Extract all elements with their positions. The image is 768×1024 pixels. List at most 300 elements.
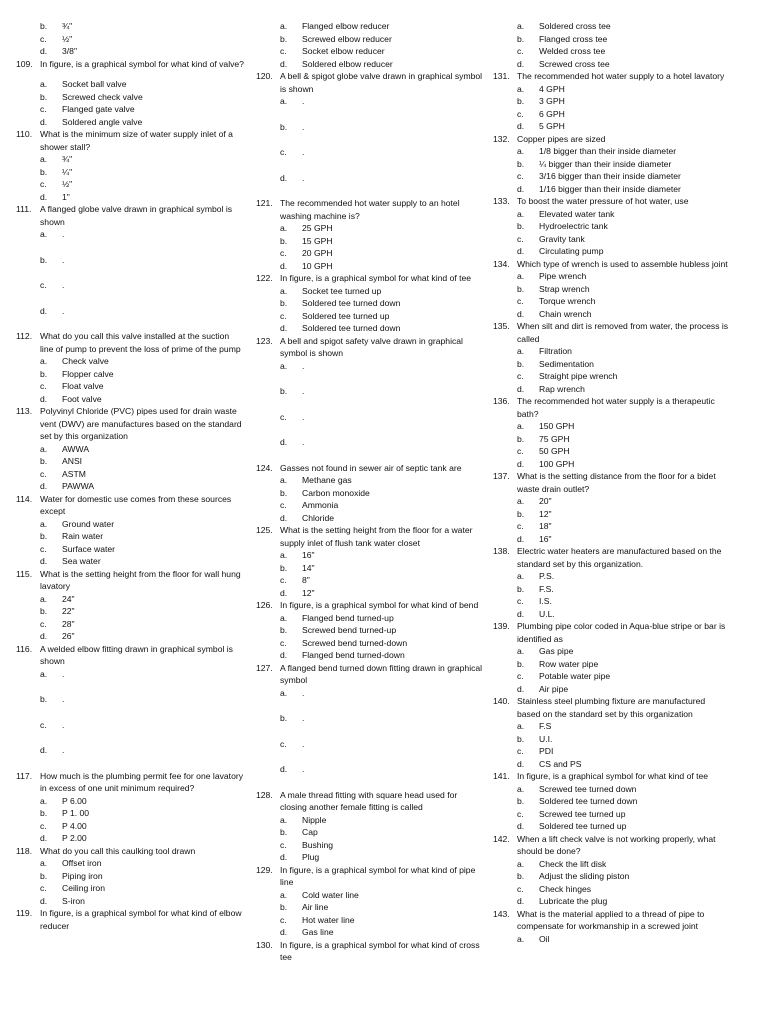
option-letter: c. (517, 596, 524, 606)
option-text: Screwed tee turned down (539, 783, 637, 794)
option-letter: a. (280, 223, 288, 233)
answer-option (493, 658, 729, 671)
option-letter: c. (280, 46, 287, 56)
question (16, 770, 244, 845)
option-letter: b. (280, 827, 288, 837)
answer-option (16, 870, 244, 883)
question-header (493, 133, 729, 146)
option-letter: a. (40, 593, 48, 604)
option-letter: b. (517, 33, 525, 44)
question (256, 662, 484, 776)
option-text: Piping iron (62, 870, 103, 881)
option-text: AWWA (62, 443, 90, 454)
option-text: U.L. (539, 608, 555, 619)
option-text: Potable water pipe (539, 671, 611, 681)
option-letter: d. (280, 587, 288, 598)
option-text: Cap (302, 827, 318, 837)
option-text: Nipple (302, 814, 327, 825)
question-header (256, 864, 484, 889)
answer-option (16, 305, 244, 318)
option-letter: b. (40, 91, 48, 102)
option-text: Screwed tee turned up (539, 808, 626, 819)
answer-option (16, 103, 244, 116)
option-text: ½" (62, 33, 73, 44)
option-text: Hydroelectric tank (539, 221, 608, 231)
answer-option (493, 220, 729, 233)
answer-option (493, 508, 729, 521)
answer-option (256, 487, 484, 500)
option-text: 4 GPH (539, 83, 565, 94)
option-letter: b. (40, 870, 48, 881)
option-text: ¼" (62, 166, 73, 177)
option-letter: a. (40, 858, 48, 868)
question-header (493, 908, 729, 933)
question (493, 70, 729, 133)
option-text: . (302, 713, 305, 723)
option-letter: d. (517, 821, 525, 831)
answer-option (493, 495, 729, 508)
option-text: Surface water (62, 543, 116, 554)
option-letter: c. (280, 147, 287, 157)
option-letter: d. (40, 191, 48, 202)
question-header (16, 330, 244, 355)
option-letter: c. (40, 280, 47, 290)
question-number: 137. (493, 471, 510, 481)
question-text: In figure, is a graphical symbol for what kind of tee (517, 771, 709, 781)
question (256, 789, 484, 864)
option-text: 28" (62, 618, 75, 629)
option-text: . (302, 437, 305, 447)
answer-option (493, 820, 729, 833)
option-text: . (302, 147, 305, 157)
question-text: Plumbing pipe color coded in Aqua-blue stripe or bar is identified as (517, 621, 726, 644)
answer-option (493, 858, 729, 871)
answer-option (256, 637, 484, 650)
option-text: I.S. (539, 596, 552, 606)
option-text: Cold water line (302, 889, 359, 900)
answer-option (256, 58, 484, 71)
question-header (493, 695, 729, 720)
option-text: Ceiling iron (62, 883, 105, 893)
question-number: 117. (16, 770, 33, 781)
option-letter: d. (517, 383, 525, 394)
question-text: A flanged bend turned down fitting drawn in graphical symbol (280, 662, 483, 685)
question-header (256, 599, 484, 612)
answer-option (16, 820, 244, 833)
question (256, 864, 484, 939)
question-header (493, 70, 729, 83)
answer-option (256, 20, 484, 33)
option-text: P.S. (539, 571, 555, 581)
answer-option (256, 826, 484, 839)
option-letter: c. (280, 914, 287, 925)
option-letter: d. (40, 745, 48, 755)
question-number: 140. (493, 696, 510, 706)
option-letter: d. (517, 246, 525, 256)
option-text: 6 GPH (539, 108, 565, 119)
answer-option (493, 20, 729, 33)
option-text: 3/16 bigger than their inside diameter (539, 171, 681, 181)
answer-option (493, 233, 729, 246)
option-text: Check hinges (539, 883, 592, 894)
option-letter: b. (517, 583, 525, 594)
question (16, 493, 244, 568)
option-text: Soldered tee turned down (302, 323, 401, 333)
option-letter: d. (40, 305, 48, 316)
question-text: A bell & spigot globe valve drawn in graphical symbol is shown (280, 71, 483, 94)
option-letter: b. (517, 221, 525, 231)
option-text: 20 GPH (302, 248, 333, 258)
option-letter: b. (40, 531, 48, 541)
option-text: Socket tee turned up (302, 285, 382, 296)
question (493, 545, 729, 620)
answer-option (16, 543, 244, 556)
option-letter: a. (280, 360, 288, 371)
option-text: Sea water (62, 556, 101, 566)
question-text: How much is the plumbing permit fee for one lavatory in excess of one unit minimum required? (40, 770, 244, 793)
answer-option (256, 549, 484, 562)
option-letter: a. (280, 475, 288, 485)
answer-option (256, 146, 484, 159)
question-number: 133. (493, 196, 510, 206)
question-number: 124. (256, 462, 273, 473)
question (256, 599, 484, 662)
option-text: Check the lift disk (539, 858, 607, 869)
answer-option (493, 83, 729, 96)
option-letter: b. (40, 368, 48, 379)
question-text: When silt and dirt is removed from water, the process is called (517, 321, 729, 344)
question-header (16, 405, 244, 443)
question (493, 908, 729, 946)
option-text: Soldered tee turned down (539, 796, 638, 806)
option-letter: b. (517, 796, 525, 806)
question (256, 462, 484, 525)
answer-option (16, 618, 244, 631)
option-letter: a. (517, 83, 525, 94)
question-header (256, 524, 484, 549)
question (256, 197, 484, 272)
answer-option (256, 499, 484, 512)
question (16, 203, 244, 317)
question-header (493, 470, 729, 495)
answer-option (493, 433, 729, 446)
column-1 (16, 20, 244, 932)
answer-option (256, 839, 484, 852)
option-text: CS and PS (539, 758, 582, 769)
question-header (16, 643, 244, 668)
option-text: PDI (539, 746, 554, 756)
option-letter: a. (40, 356, 48, 366)
question-header (16, 58, 244, 71)
answer-option (256, 851, 484, 864)
answer-option (493, 733, 729, 746)
option-text: 10 GPH (302, 260, 333, 271)
option-text: P 6.00 (62, 795, 87, 806)
option-text: Chain wrench (539, 308, 592, 319)
question-text: A male thread fitting with square head used for closing another female fitting is called (280, 789, 458, 812)
option-letter: a. (517, 858, 525, 869)
option-text: Methane gas (302, 475, 352, 485)
option-letter: d. (517, 121, 525, 131)
option-letter: b. (40, 21, 48, 31)
answer-option (256, 926, 484, 939)
option-letter: d. (517, 896, 525, 906)
question-text: Electric water heaters are manufactured based on the standard set by this organization. (517, 546, 722, 569)
option-letter: b. (280, 625, 288, 635)
question-text: What is the setting distance from the floor for a bidet waste drain outlet? (517, 471, 716, 494)
option-letter: a. (40, 229, 48, 239)
option-letter: d. (40, 833, 48, 843)
question-text: Which type of wrench is used to assemble hubless joint (517, 258, 728, 269)
option-letter: c. (40, 820, 47, 831)
answer-option (16, 719, 244, 732)
answer-option (256, 385, 484, 398)
option-letter: b. (517, 158, 525, 169)
option-text: 3/8" (62, 46, 77, 56)
question-text: A flanged globe valve drawn in graphical symbol is shown (40, 204, 233, 227)
option-text: P 1. 00 (62, 808, 90, 818)
answer-option (16, 166, 244, 179)
question-header (256, 335, 484, 360)
question-header (256, 70, 484, 95)
question-text: What is the setting height from the floor for a water supply inlet of flush tank water closet (280, 525, 473, 548)
question-number: 138. (493, 546, 510, 556)
answer-option (16, 228, 244, 241)
question-number: 129. (256, 864, 273, 875)
question-number: 141. (493, 771, 510, 781)
option-text: Screwed bend turned-up (302, 625, 397, 635)
option-text: F.S (539, 721, 552, 731)
option-text: Offset iron (62, 858, 102, 868)
option-letter: a. (40, 668, 48, 679)
question-number: 125. (256, 525, 273, 535)
option-letter: c. (40, 883, 47, 893)
option-letter: d. (517, 758, 525, 769)
answer-option (16, 153, 244, 166)
option-text: Float valve (62, 381, 104, 391)
question (256, 335, 484, 449)
question-number: 122. (256, 273, 273, 283)
option-text: 100 GPH (539, 458, 575, 469)
question-number: 115. (16, 568, 33, 579)
question (493, 395, 729, 470)
option-text: PAWWA (62, 481, 95, 491)
option-text: . (302, 96, 305, 106)
question-text: Polyvinyl Chloride (PVC) pipes used for drain waste vent (DWV) are manufactures based on the standard set by this organization (40, 406, 242, 441)
question-text: In figure, is a graphical symbol for what kind of cross tee (280, 939, 480, 962)
answer-option (16, 744, 244, 757)
option-text: Gravity tank (539, 233, 585, 244)
option-text: U.I. (539, 733, 553, 744)
option-text: . (302, 764, 305, 774)
option-letter: b. (517, 733, 525, 744)
option-text: Hot water line (302, 914, 355, 925)
answer-option (16, 191, 244, 204)
option-letter: a. (517, 146, 525, 156)
question-text: What do you call this caulking tool drawn (40, 845, 196, 856)
option-text: Soldered tee turned up (302, 310, 390, 321)
question-text: In figure, is a graphical symbol for what kind of pipe line (280, 864, 476, 887)
question-text: When a lift check valve is not working properly, what should be done? (517, 833, 716, 856)
answer-option (16, 668, 244, 681)
option-letter: d. (517, 608, 525, 619)
option-letter: a. (517, 571, 525, 581)
option-text: Plug (302, 852, 320, 862)
option-letter: b. (280, 33, 288, 44)
option-text: ¼ bigger than their inside diameter (539, 158, 672, 169)
answer-option (493, 208, 729, 221)
answer-option (16, 393, 244, 406)
option-letter: a. (280, 285, 288, 296)
option-text: Rain water (62, 531, 104, 541)
option-text: Bushing (302, 839, 334, 850)
option-letter: b. (280, 298, 288, 308)
option-text: Rap wrench (539, 383, 585, 394)
column-2 (256, 20, 484, 964)
option-text: . (62, 254, 65, 265)
option-letter: a. (517, 496, 525, 506)
question (16, 128, 244, 203)
question (16, 405, 244, 493)
answer-option (16, 530, 244, 543)
question-number: 114. (16, 493, 33, 504)
answer-option (493, 120, 729, 133)
question-text: Stainless steel plumbing fixture are manufactured based on the standard set by this organization (517, 696, 706, 719)
answer-option (256, 624, 484, 637)
answer-option (493, 95, 729, 108)
question (256, 524, 484, 599)
answer-option (256, 612, 484, 625)
option-letter: b. (517, 358, 525, 369)
question (493, 620, 729, 695)
option-text: 20" (539, 496, 552, 506)
question-header (256, 197, 484, 222)
answer-option (256, 297, 484, 310)
answer-option (493, 533, 729, 546)
option-text: ¾" (62, 154, 73, 164)
option-letter: c. (280, 738, 287, 749)
question-text: In figure, is a graphical symbol for what kind of elbow reducer (40, 908, 242, 931)
answer-option (493, 520, 729, 533)
answer-option (256, 649, 484, 662)
option-letter: d. (280, 927, 288, 937)
question-text: Gasses not found in sewer air of septic tank are (280, 462, 462, 473)
option-text: Oil (539, 933, 550, 944)
answer-option (16, 380, 244, 393)
option-letter: c. (40, 179, 47, 189)
answer-option (256, 322, 484, 335)
option-text: . (302, 121, 305, 132)
option-letter: d. (280, 260, 288, 271)
option-letter: d. (40, 895, 48, 906)
answer-option (493, 345, 729, 358)
question (493, 133, 729, 196)
option-letter: c. (40, 381, 47, 391)
option-letter: c. (517, 808, 524, 819)
question-number: 111. (16, 204, 32, 214)
option-letter: a. (517, 646, 525, 656)
option-letter: b. (280, 121, 288, 132)
option-letter: d. (280, 172, 288, 183)
option-text: Check valve (62, 356, 109, 366)
option-text: 12" (539, 508, 552, 519)
question-number: 126. (256, 600, 273, 610)
question-header (493, 320, 729, 345)
answer-option (16, 895, 244, 908)
option-letter: d. (40, 46, 48, 56)
option-text: Sedimentation (539, 358, 594, 369)
option-letter: b. (40, 694, 48, 704)
question-header (493, 833, 729, 858)
option-text: ANSI (62, 456, 83, 466)
answer-option (493, 870, 729, 883)
question-header (493, 195, 729, 208)
answer-option (256, 562, 484, 575)
answer-option (493, 783, 729, 796)
option-text: 26" (62, 631, 75, 641)
question (16, 58, 244, 129)
option-text: 22" (62, 606, 75, 616)
option-text: Strap wrench (539, 283, 590, 294)
question-header (16, 568, 244, 593)
option-text: Row water pipe (539, 658, 599, 669)
option-text: Elevated water tank (539, 208, 615, 219)
question (16, 643, 244, 757)
answer-option (493, 170, 729, 183)
option-letter: d. (40, 556, 48, 566)
option-letter: a. (280, 687, 288, 698)
option-letter: b. (280, 713, 288, 723)
option-letter: b. (280, 487, 288, 498)
option-text: 24" (62, 593, 75, 604)
option-text: Flanged bend turned-down (302, 650, 405, 660)
option-letter: d. (280, 323, 288, 333)
answer-option (256, 260, 484, 273)
option-letter: d. (280, 764, 288, 774)
option-letter: c. (40, 618, 47, 629)
answer-option (493, 895, 729, 908)
answer-option (493, 645, 729, 658)
option-text: ½" (62, 179, 73, 189)
option-letter: d. (40, 631, 48, 641)
option-letter: d. (40, 481, 48, 491)
option-letter: b. (280, 902, 288, 912)
option-text: Foot valve (62, 393, 102, 404)
answer-option (493, 883, 729, 896)
question-text: The recommended hot water supply to a hotel lavatory (517, 71, 725, 81)
option-letter: a. (517, 721, 525, 731)
option-text: P 4.00 (62, 820, 87, 831)
answer-option (16, 480, 244, 493)
answer-option (493, 933, 729, 946)
question (16, 568, 244, 643)
option-text: 150 GPH (539, 421, 575, 431)
option-letter: a. (280, 21, 288, 31)
answer-option (256, 763, 484, 776)
answer-option (256, 512, 484, 525)
option-letter: d. (517, 683, 525, 694)
option-letter: b. (40, 606, 48, 616)
answer-option (256, 474, 484, 487)
option-text: P 2.00 (62, 833, 87, 843)
answer-option (493, 458, 729, 471)
answer-option (256, 247, 484, 260)
option-letter: a. (517, 208, 525, 219)
question-header (493, 770, 729, 783)
option-text: Torque wrench (539, 296, 596, 306)
answer-option (16, 91, 244, 104)
option-text: . (302, 386, 305, 396)
